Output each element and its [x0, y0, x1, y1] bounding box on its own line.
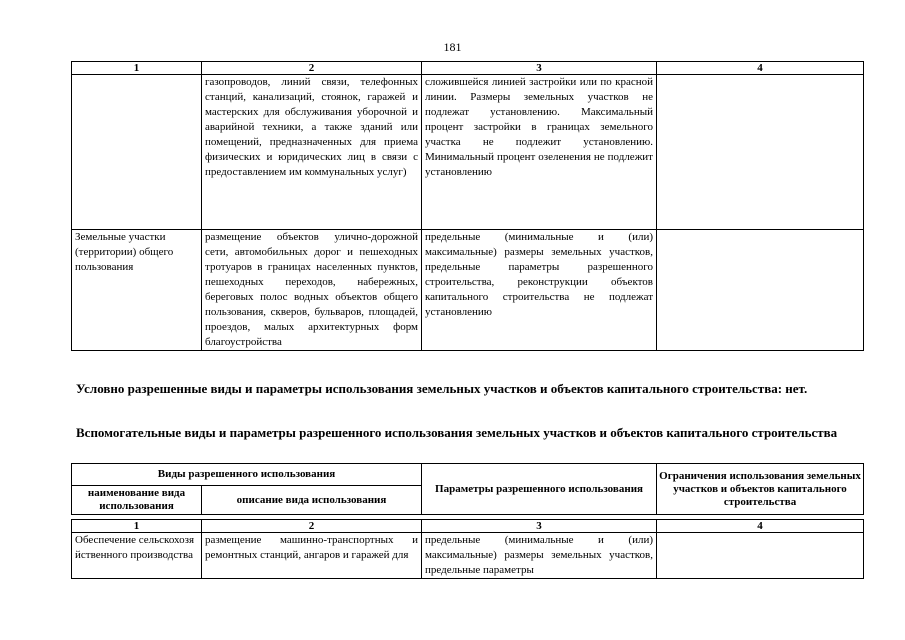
column-number: 3 [422, 520, 657, 533]
use-restrictions-cell [657, 533, 864, 579]
use-description-cell: размещение машинно-транспортных и ремонтных станций, ангаров и гаражей для [202, 533, 422, 579]
table-row [72, 533, 864, 579]
table-row [72, 230, 864, 351]
conditional-uses-heading: Условно разрешенные виды и параметры использования земельных участков и объектов капитального строительства: нет. [76, 381, 808, 396]
auxiliary-uses-heading: Вспомогательные виды и параметры разрешенного использования земельных участков и объектов капитального строительства [76, 425, 838, 440]
column-number: 4 [657, 520, 864, 533]
use-name-header: наименование вида использования [72, 486, 202, 515]
use-name-cell: Земельные участки (территории) общего пользования [72, 230, 202, 351]
column-number: 4 [657, 62, 864, 75]
header-row [72, 464, 864, 486]
column-number: 2 [202, 520, 422, 533]
column-number-row [72, 520, 864, 533]
use-parameters-cell: предельные (минимальные и (или) максимальные) размеры земельных участков, предельные параметры разрешенного строительства, реконструкции объектов капитального строительства не подлежат установлению [422, 230, 657, 351]
parameters-header: Параметры разрешенного использования [422, 464, 657, 515]
use-restrictions-cell [657, 75, 864, 230]
page-number: 181 [443, 40, 462, 54]
use-name-cell [72, 75, 202, 230]
column-number: 3 [422, 62, 657, 75]
table-row [72, 75, 864, 230]
column-number: 2 [202, 62, 422, 75]
use-description-header: описание вида использования [202, 486, 422, 515]
auxiliary-table-header [71, 463, 864, 515]
use-parameters-cell: предельные (минимальные и (или) максимальные) размеры земельных участков, предельные параметры [422, 533, 657, 579]
use-restrictions-cell [657, 230, 864, 351]
use-description-cell: газопроводов, линий связи, телефонных станций, канализаций, стоянок, гаражей и мастерских для обслуживания уборочной и аварийной техники, а также зданий или помещений, предназначенных для приема физических и юридических лиц в связи с предоставлением им коммунальных услуг) [202, 75, 422, 230]
use-name-cell: Обеспечение сельскохозяйственного производства [72, 533, 202, 579]
column-number: 1 [72, 520, 202, 533]
column-number-row [72, 62, 864, 75]
permitted-use-table [71, 61, 864, 351]
use-description-cell: размещение объектов улично-дорожной сети, автомобильных дорог и пешеходных тротуаров в границах населенных пунктов, пешеходных переходов, набережных, береговых полос водных объектов общего пользования, скверов, бульваров, площадей, проездов, малых архитектурных форм благоустройства [202, 230, 422, 351]
column-number: 1 [72, 62, 202, 75]
use-types-header: Виды разрешенного использования [72, 464, 422, 486]
restrictions-header: Ограничения использования земельных участков и объектов капитального строительства [657, 464, 864, 515]
auxiliary-use-table [71, 519, 864, 579]
use-parameters-cell: сложившейся линией застройки или по красной линии. Размеры земельных участков не подлежат установлению. Максимальный процент застройки в границах земельного участка не подлежит установлению. Минимальный процент озеленения не подлежит установлению [422, 75, 657, 230]
